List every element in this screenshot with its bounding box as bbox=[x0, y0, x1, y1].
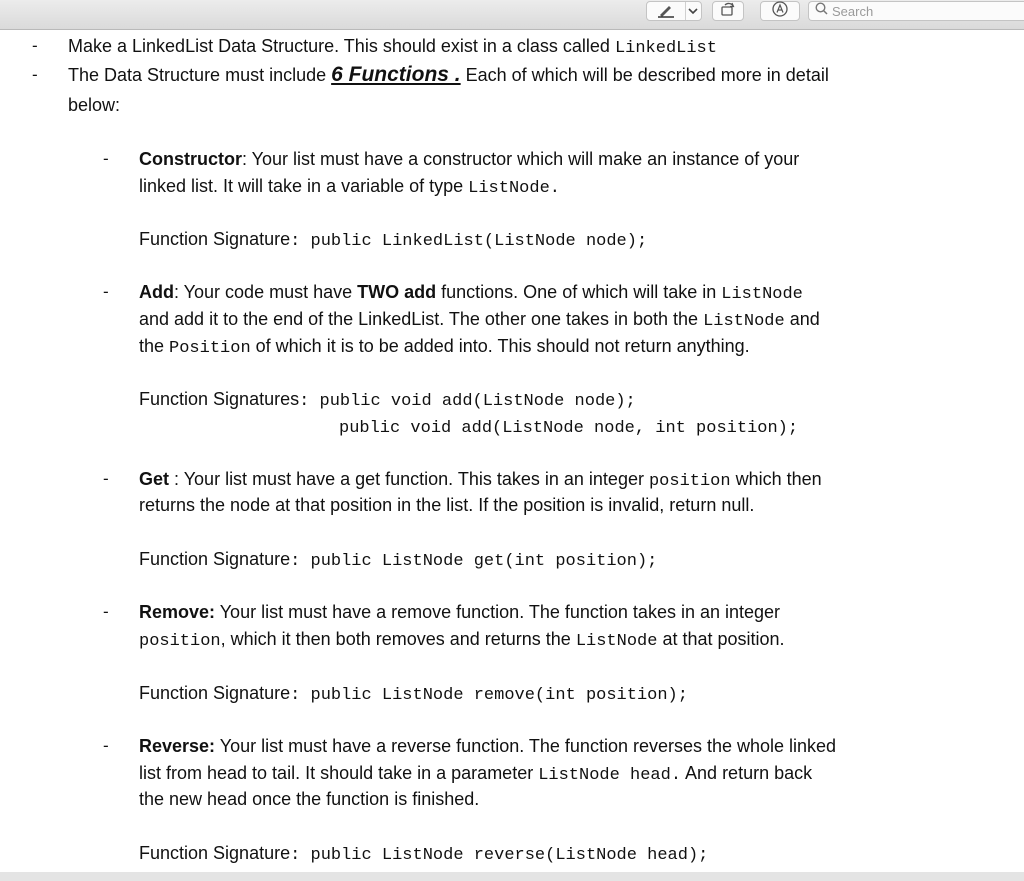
add-two-emphasis: TWO add bbox=[357, 282, 437, 302]
signature-label: Function Signature bbox=[139, 843, 291, 863]
bullet-2 bbox=[68, 64, 829, 86]
add-desc-3-post: of which it is to be added into. This should not return anything. bbox=[250, 336, 750, 356]
search-field[interactable] bbox=[808, 1, 1024, 21]
signature-code: : public ListNode get(int position); bbox=[290, 552, 658, 571]
reverse-line3: the new head once the function is finished. bbox=[139, 789, 480, 809]
bullet-2-text: The Data Structure must include bbox=[68, 65, 332, 85]
signature-code: : public ListNode remove(int position); bbox=[290, 686, 688, 705]
add-code-2: ListNode bbox=[703, 312, 785, 331]
reverse-title: Reverse: bbox=[139, 736, 216, 756]
get-signature bbox=[139, 548, 657, 573]
rotate-icon bbox=[719, 1, 737, 22]
get-line1 bbox=[139, 468, 822, 493]
constructor-line2 bbox=[139, 175, 560, 200]
markup-button[interactable] bbox=[646, 1, 702, 21]
remove-desc-post: at that position. bbox=[657, 629, 785, 649]
bullet-dash: - bbox=[103, 149, 109, 168]
constructor-desc-2: linked list. It will take in a variable of type bbox=[139, 176, 469, 196]
add-desc-2: and add it to the end of the LinkedList. The other one takes in both the bbox=[139, 309, 704, 329]
bullet-1 bbox=[68, 35, 717, 60]
remove-line1 bbox=[139, 601, 780, 623]
signature-label: Function Signature bbox=[139, 549, 291, 569]
remove-signature bbox=[139, 682, 688, 707]
add-code: ListNode bbox=[721, 285, 803, 304]
add-desc: : Your code must have bbox=[174, 282, 358, 302]
reverse-desc-2-post: And return back bbox=[681, 763, 813, 783]
remove-desc-mid: , which it then both removes and returns the bbox=[220, 629, 576, 649]
get-title: Get bbox=[139, 469, 170, 489]
remove-title: Remove: bbox=[139, 602, 216, 622]
bullet-dash: - bbox=[32, 36, 38, 55]
search-icon bbox=[815, 2, 828, 20]
get-position-code: position bbox=[648, 472, 731, 491]
reverse-line1 bbox=[139, 735, 836, 757]
constructor-line1 bbox=[139, 148, 799, 170]
page-bottom-edge bbox=[0, 872, 1024, 881]
add-signature-2 bbox=[339, 415, 798, 440]
remove-listnode-code: ListNode bbox=[575, 632, 658, 651]
chevron-down-icon[interactable] bbox=[686, 2, 701, 20]
signature-code: : public LinkedList(ListNode node); bbox=[290, 232, 648, 251]
reverse-desc-2: list from head to tail. It should take in a parameter bbox=[139, 763, 539, 783]
bullet-dash: - bbox=[32, 65, 38, 84]
get-desc-post: which then bbox=[730, 469, 822, 489]
bullet-dash: - bbox=[103, 469, 109, 488]
reverse-head-code: ListNode head. bbox=[538, 766, 682, 785]
preview-toolbar bbox=[0, 0, 1024, 30]
signature-label: Function Signatures bbox=[139, 389, 300, 409]
reverse-desc: Your list must have a reverse function. The function reverses the whole linked bbox=[215, 736, 837, 756]
signature-label: Function Signature bbox=[139, 229, 291, 249]
add-line3 bbox=[139, 335, 750, 360]
signature-code: : public ListNode reverse(ListNode head); bbox=[290, 846, 709, 865]
search-input[interactable] bbox=[832, 4, 1012, 19]
reverse-line2 bbox=[139, 762, 812, 787]
signature-code: : public void add(ListNode node); bbox=[299, 392, 636, 411]
bullet-dash: - bbox=[103, 282, 109, 301]
get-line2: returns the node at that position in the list. If the position is invalid, return null. bbox=[139, 495, 755, 515]
annotate-icon bbox=[771, 0, 789, 23]
add-position-code: Position bbox=[169, 339, 251, 358]
signature-label: Function Signature bbox=[139, 683, 291, 703]
add-desc-mid: functions. One of which will take in bbox=[436, 282, 722, 302]
annotate-button[interactable] bbox=[760, 1, 800, 21]
bullet-dash: - bbox=[103, 602, 109, 621]
bullet-1-text: Make a LinkedList Data Structure. This should exist in a class called bbox=[68, 36, 615, 56]
reverse-signature bbox=[139, 842, 708, 867]
bullet-2-text-post: Each of which will be described more in detail bbox=[460, 65, 829, 85]
remove-desc: Your list must have a remove function. The function takes in an integer bbox=[215, 602, 781, 622]
remove-position-code: position bbox=[139, 632, 221, 651]
add-desc-3: the bbox=[139, 336, 170, 356]
get-desc: : Your list must have a get function. This takes in an integer bbox=[169, 469, 649, 489]
constructor-signature bbox=[139, 228, 647, 253]
signature-code-2: public void add(ListNode node, int position); bbox=[339, 419, 799, 438]
add-line1 bbox=[139, 281, 803, 306]
bullet-dash: - bbox=[103, 736, 109, 755]
add-desc-2-post: and bbox=[784, 309, 820, 329]
bullet-1-code: LinkedList bbox=[614, 39, 717, 58]
six-functions-emphasis: 6 Functions . bbox=[331, 63, 461, 86]
bullet-2-line2: below: bbox=[68, 95, 121, 115]
add-line2 bbox=[139, 308, 820, 333]
add-title: Add bbox=[139, 282, 174, 302]
add-signature bbox=[139, 388, 636, 413]
rotate-button[interactable] bbox=[712, 1, 744, 21]
constructor-title: Constructor bbox=[139, 149, 242, 169]
remove-line2 bbox=[139, 628, 785, 653]
pen-icon[interactable] bbox=[647, 2, 686, 20]
constructor-desc: : Your list must have a constructor which will make an instance of your bbox=[242, 149, 800, 169]
constructor-type-code: ListNode. bbox=[468, 179, 560, 198]
